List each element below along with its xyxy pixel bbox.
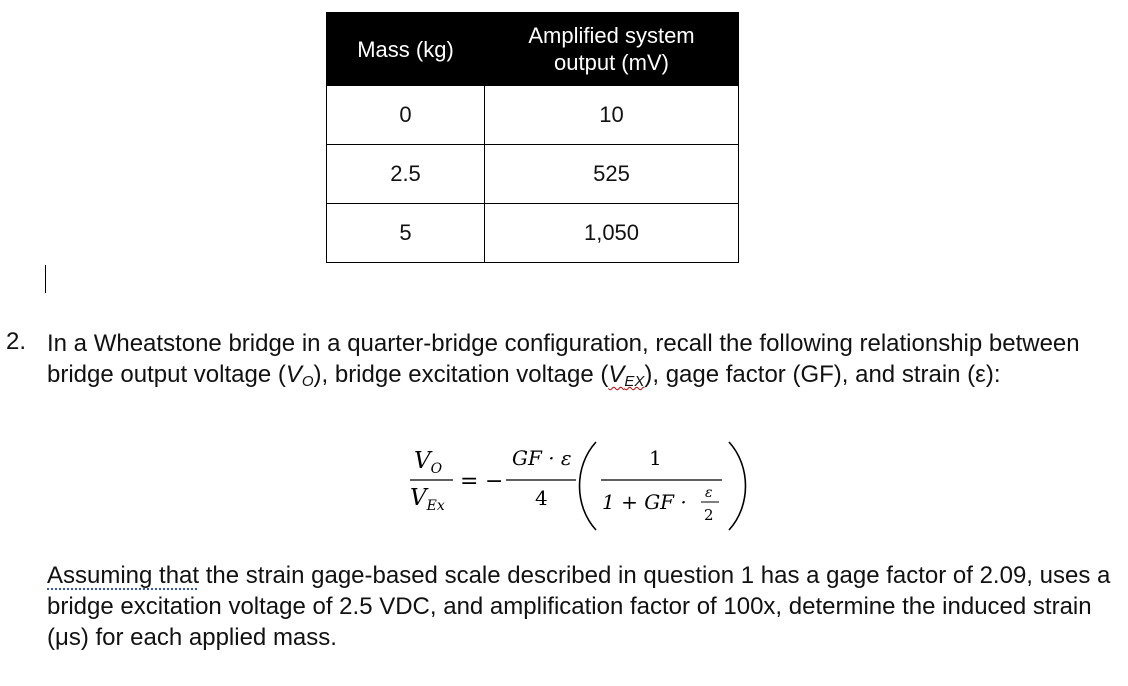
spellcheck-underline: $V_{EX}$ [608,361,645,390]
table-row [327,86,739,145]
cell-mass: 2.5 [327,145,485,204]
left-paren [580,442,597,530]
header-amplified-output: Amplified system output (mV) [485,13,739,86]
lhs-numerator: $V_O$ [414,448,443,477]
question-intro: In a Wheatstone bridge in a quarter-bridge configuration, recall the following relationship between bridge output voltage $(V_O)$, bridge excitation voltage $(V_{EX})$, gage factor (GF), and strain (ε): [47,330,1080,390]
table-row [327,204,739,263]
mass-output-table [326,12,739,263]
frac3-denominator: 1 + GF · [602,490,687,514]
cell-output: 525 [485,145,739,204]
grammar-underline: Assuming that [47,562,200,589]
cell-output: 10 [485,86,739,145]
frac3-numerator: 1 [649,446,662,470]
table-row [327,145,739,204]
cell-mass: 0 [327,86,485,145]
cell-mass: 5 [327,204,485,263]
small-frac-numerator: ε [705,485,713,501]
cell-output: 1,050 [485,204,739,263]
header-mass: Mass (kg) [327,13,485,86]
right-paren [729,442,746,530]
equals-sign: = [460,469,479,494]
frac2-denominator: 4 [535,486,548,510]
minus-sign: − [485,469,504,494]
wheatstone-equation [396,436,756,536]
text-cursor [45,265,46,293]
equation-svg [396,436,756,536]
lhs-denominator: $V_{Ex}$ [410,485,445,514]
question-number: 2. [6,328,27,355]
small-frac-denominator: 2 [704,506,714,524]
frac2-numerator: GF · ε [512,446,572,470]
table-header-row [327,13,739,86]
assumption-paragraph: Assuming that the strain gage-based scale described in question 1 has a gage factor of 2.09, uses a bridge excitation voltage of 2.5 VDC, and amplification factor of 100x, determine the induced strain (μs) for each applied mass. [47,562,1111,651]
